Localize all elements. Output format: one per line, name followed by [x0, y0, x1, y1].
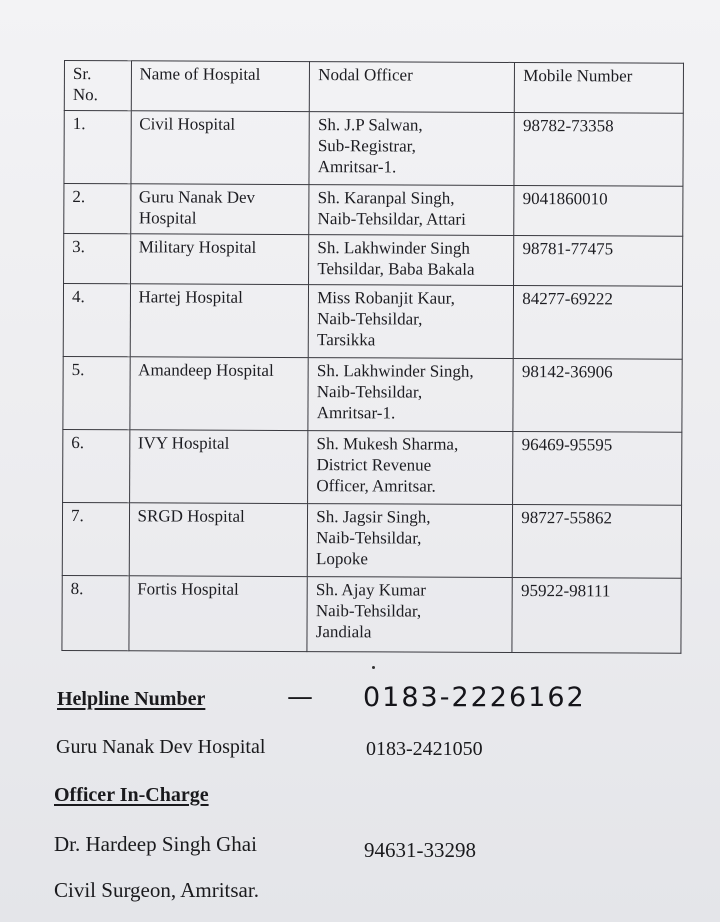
officer-in-charge-mobile: 94631-33298: [364, 838, 476, 862]
cell-officer: Sh. Jagsir Singh, Naib-Tehsildar, Lopoke: [307, 504, 512, 578]
table-header-row: [64, 61, 683, 114]
helpline-section: [57, 684, 657, 720]
cell-hospital: Civil Hospital: [131, 111, 310, 185]
cell-officer: Sh. Lakhwinder Singh, Naib-Tehsildar, Amritsar-1.: [308, 358, 513, 432]
cell-sr: 4.: [63, 284, 130, 357]
table-row: [62, 502, 681, 578]
cell-sr: 3.: [64, 234, 131, 284]
cell-officer: Sh. Lakhwinder Singh Tehsildar, Baba Bakala: [309, 235, 514, 286]
header-mobile-number: Mobile Number: [515, 62, 684, 113]
cell-mobile: 98142-36906: [513, 358, 682, 432]
cell-sr: 5.: [63, 356, 130, 429]
cell-sr: 7.: [62, 502, 129, 575]
cell-hospital: Guru Nanak Dev Hospital: [130, 184, 309, 235]
cell-mobile: 9041860010: [514, 185, 683, 236]
stray-dot: [372, 666, 375, 669]
gndh-hospital-name: Guru Nanak Dev Hospital: [56, 736, 266, 758]
gndh-phone-number: 0183-2421050: [366, 738, 483, 760]
table-row: [64, 111, 683, 187]
cell-hospital: Hartej Hospital: [130, 284, 309, 358]
cell-officer: Sh. J.P Salwan, Sub-Registrar, Amritsar-1.: [309, 112, 514, 186]
cell-sr: 2.: [64, 184, 131, 234]
cell-mobile: 98727-55862: [513, 504, 682, 578]
officer-in-charge-designation: Civil Surgeon, Amritsar.: [54, 878, 259, 902]
cell-hospital: Amandeep Hospital: [129, 357, 308, 431]
cell-officer: Sh. Ajay Kumar Naib-Tehsildar, Jandiala: [307, 577, 512, 653]
cell-sr: 6.: [63, 429, 130, 502]
table-row: [63, 284, 682, 360]
cell-officer: Miss Robanjit Kaur, Naib-Tehsildar, Tarsikka: [308, 285, 513, 359]
cell-hospital: Military Hospital: [130, 234, 309, 285]
header-sr-no: Sr. No.: [64, 61, 131, 111]
table-row: [64, 184, 683, 237]
cell-officer: Sh. Karanpal Singh, Naib-Tehsildar, Attari: [309, 185, 514, 236]
header-hospital-name: Name of Hospital: [131, 61, 310, 112]
cell-mobile: 84277-69222: [513, 285, 682, 359]
header-nodal-officer: Nodal Officer: [310, 62, 515, 113]
cell-hospital: Fortis Hospital: [128, 576, 307, 652]
cell-sr: 1.: [64, 111, 131, 184]
cell-sr: 8.: [62, 575, 129, 650]
table-row: [62, 575, 681, 653]
cell-mobile: 96469-95595: [513, 431, 682, 505]
helpline-label: Helpline Number: [57, 688, 206, 710]
cell-mobile: 95922-98111: [512, 577, 681, 653]
cell-mobile: 98781-77475: [514, 235, 683, 286]
officer-in-charge-name: Dr. Hardeep Singh Ghai: [54, 832, 257, 856]
officer-in-charge-label: Officer In-Charge: [54, 784, 209, 806]
cell-mobile: 98782-73358: [514, 112, 683, 186]
helpline-number: 0183-2226162: [363, 682, 586, 713]
cell-hospital: IVY Hospital: [129, 430, 308, 504]
table-row: [63, 356, 682, 432]
table-row: [64, 234, 683, 287]
helpline-dash: —: [287, 682, 313, 712]
cell-hospital: SRGD Hospital: [129, 503, 308, 577]
table-row: [63, 429, 682, 505]
cell-officer: Sh. Mukesh Sharma, District Revenue Officer, Amritsar.: [308, 431, 513, 505]
hospital-table: [61, 60, 684, 654]
